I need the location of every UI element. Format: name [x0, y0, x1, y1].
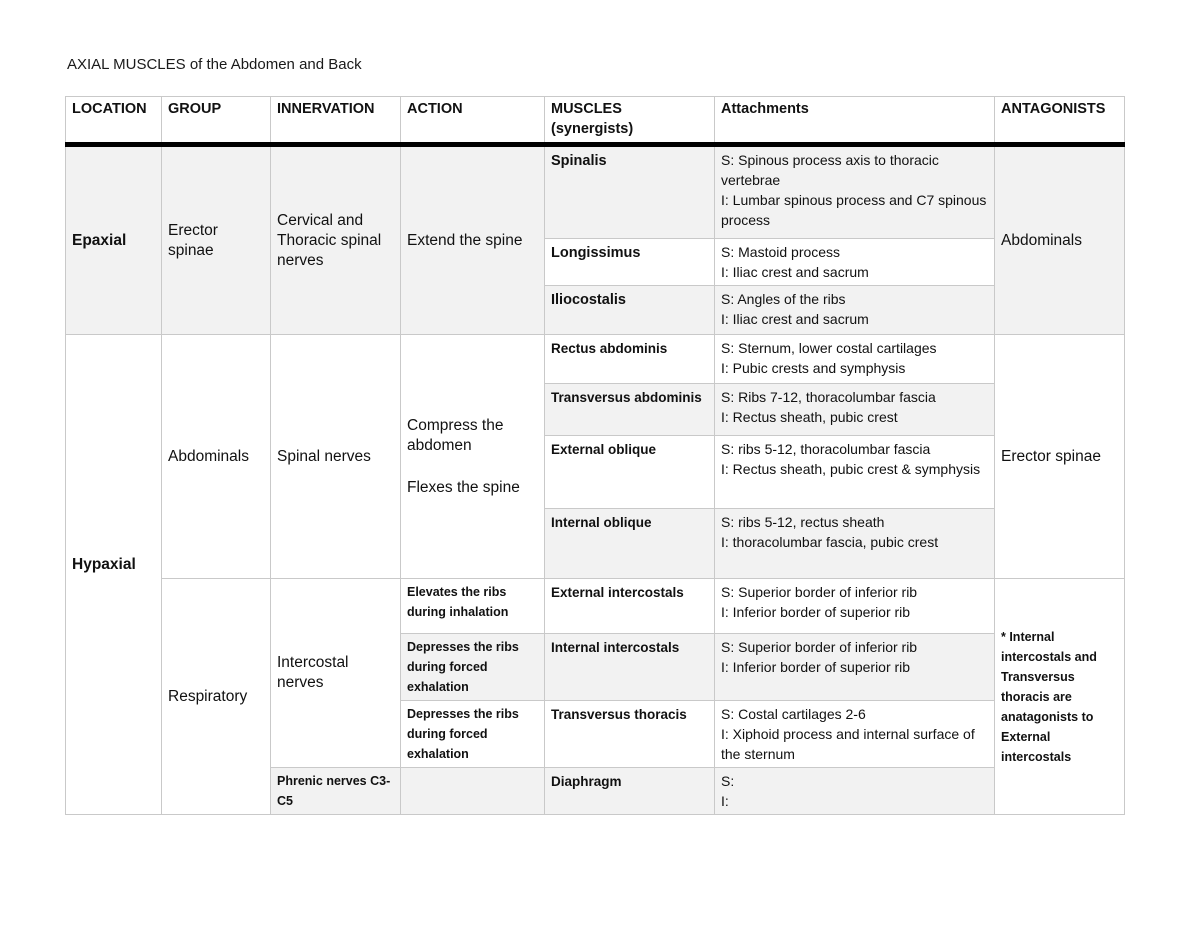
muscle-spinalis	[545, 145, 715, 239]
insertion-text: I: Inferior border of superior rib	[721, 604, 911, 620]
origin-text: S: Costal cartilages 2-6	[721, 706, 866, 722]
origin-text: S: Ribs 7-12, thoracolumbar fascia	[721, 389, 936, 405]
muscle-internal-oblique	[545, 509, 715, 579]
origin-text: S: Mastoid process	[721, 244, 841, 260]
action-diaphragm	[401, 768, 545, 815]
origin-text: S: ribs 5-12, thoracolumbar fascia	[721, 441, 931, 457]
innervation-phrenic-nerves: Phrenic nerves C3-C5	[271, 768, 401, 815]
attachment-diaphragm	[715, 768, 995, 815]
innervation-cervical-thoracic: Cervical and Thoracic spinal nerves	[271, 145, 401, 335]
muscle-name: External intercostals	[551, 585, 684, 600]
header-innervation: INNERVATION	[271, 97, 401, 145]
origin-text: S: Angles of the ribs	[721, 291, 846, 307]
muscle-name: Internal intercostals	[551, 640, 680, 655]
group-abdominals: Abdominals	[162, 335, 271, 579]
muscle-name: Rectus abdominis	[551, 341, 668, 356]
insertion-text: I: Iliac crest and sacrum	[721, 311, 869, 327]
insertion-text: I: Rectus sheath, pubic crest	[721, 409, 898, 425]
location-epaxial: Epaxial	[66, 145, 162, 335]
muscle-name: Transversus abdominis	[551, 390, 702, 405]
attachment-external-intercostals	[715, 579, 995, 634]
insertion-text: I: Iliac crest and sacrum	[721, 264, 869, 280]
attachment-internal-oblique	[715, 509, 995, 579]
origin-text: S:	[721, 773, 735, 789]
attachment-longissimus	[715, 239, 995, 286]
insertion-text: I: Lumbar spinous process and C7 spinous process	[721, 192, 987, 228]
antagonists-abdominals: Abdominals	[995, 145, 1125, 335]
muscle-table	[65, 96, 1125, 815]
header-attachments: Attachments	[715, 97, 995, 145]
action-flexes-spine: Flexes the spine	[407, 478, 520, 496]
group-respiratory: Respiratory	[162, 579, 271, 815]
origin-text: S: ribs 5-12, rectus sheath	[721, 514, 885, 530]
muscle-name: Transversus thoracis	[551, 707, 687, 722]
action-depresses-ribs: Depresses the ribs during forced exhalation	[401, 634, 545, 701]
insertion-text: I: Rectus sheath, pubic crest & symphysis	[721, 461, 981, 477]
insertion-text: I: Pubic crests and symphysis	[721, 360, 906, 376]
muscle-name: Spinalis	[551, 153, 607, 169]
muscle-longissimus	[545, 239, 715, 286]
attachment-transversus-thoracis	[715, 701, 995, 768]
page-title: AXIAL MUSCLES of the Abdomen and Back	[67, 56, 362, 73]
muscle-name: Iliocostalis	[551, 292, 626, 308]
insertion-text: I: Xiphoid process and internal surface of the sternum	[721, 726, 975, 762]
muscle-rectus-abdominis	[545, 335, 715, 384]
attachment-iliocostalis	[715, 286, 995, 335]
table-row	[66, 335, 1125, 384]
action-depresses-ribs: Depresses the ribs during forced exhalation	[401, 701, 545, 768]
attachment-spinalis	[715, 145, 995, 239]
insertion-text: I: Inferior border of superior rib	[721, 659, 911, 675]
action-extend-spine: Extend the spine	[401, 145, 545, 335]
muscle-external-oblique	[545, 436, 715, 509]
muscle-name: Internal oblique	[551, 515, 652, 530]
header-muscles-line2: (synergists)	[551, 121, 634, 137]
origin-text: S: Sternum, lower costal cartilages	[721, 340, 937, 356]
action-compress-abdomen: Compress the abdomen	[407, 416, 504, 454]
muscle-external-intercostals	[545, 579, 715, 634]
location-hypaxial: Hypaxial	[66, 335, 162, 815]
muscle-name: Longissimus	[551, 245, 641, 261]
muscle-iliocostalis	[545, 286, 715, 335]
attachment-internal-intercostals	[715, 634, 995, 701]
origin-text: S: Superior border of inferior rib	[721, 639, 918, 655]
insertion-text: I:	[721, 793, 729, 809]
header-muscles-line1: MUSCLES	[551, 101, 622, 117]
antagonists-erector-spinae: Erector spinae	[995, 335, 1125, 579]
origin-text: S: Spinous process axis to thoracic vertebrae	[721, 152, 939, 188]
attachment-rectus-abdominis	[715, 335, 995, 384]
header-group: GROUP	[162, 97, 271, 145]
antagonists-respiratory-note: * Internal intercostals and Transversus thoracis are anatagonists to External intercostals	[995, 579, 1125, 815]
muscle-name: Diaphragm	[551, 774, 622, 789]
header-muscles	[545, 97, 715, 145]
muscle-diaphragm	[545, 768, 715, 815]
insertion-text: I: thoracolumbar fascia, pubic crest	[721, 534, 939, 550]
origin-text: S: Superior border of inferior rib	[721, 584, 918, 600]
table-row	[66, 145, 1125, 239]
muscle-name: External oblique	[551, 442, 657, 457]
muscle-transversus-thoracis	[545, 701, 715, 768]
action-elevates-ribs: Elevates the ribs during inhalation	[401, 579, 545, 634]
header-antagonists: ANTAGONISTS	[995, 97, 1125, 145]
header-action: ACTION	[401, 97, 545, 145]
table-row	[66, 579, 1125, 634]
innervation-spinal-nerves: Spinal nerves	[271, 335, 401, 579]
attachment-external-oblique	[715, 436, 995, 509]
group-erector-spinae: Erector spinae	[162, 145, 271, 335]
header-location: LOCATION	[66, 97, 162, 145]
muscle-transversus-abdominis	[545, 384, 715, 436]
muscle-internal-intercostals	[545, 634, 715, 701]
attachment-transversus-abdominis	[715, 384, 995, 436]
action-abdominals	[401, 335, 545, 579]
innervation-intercostal-nerves: Intercostal nerves	[271, 579, 401, 768]
header-row	[66, 97, 1125, 145]
